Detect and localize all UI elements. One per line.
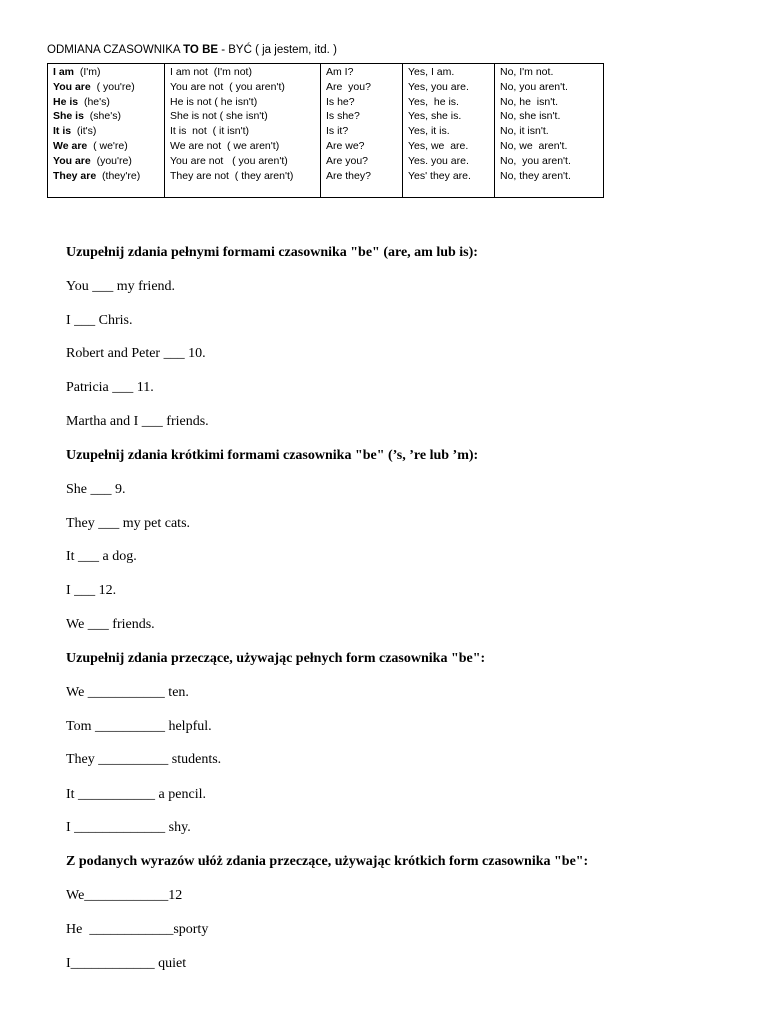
table-cell: Are we? xyxy=(326,139,365,152)
table-cell: It is not ( it isn't) xyxy=(170,125,250,138)
table-col-short-no xyxy=(495,64,604,198)
table-cell: Yes, we are. xyxy=(408,139,469,152)
exercise-item: Robert and Peter ___ 10. xyxy=(66,346,206,361)
table-cell: No, he isn't. xyxy=(500,95,559,108)
table-cell: Yes' they are. xyxy=(408,169,471,182)
exercise-item: I ___ 12. xyxy=(66,583,117,598)
exercise-item: She ___ 9. xyxy=(66,482,126,497)
table-cell: We are not ( we aren't) xyxy=(170,139,280,152)
conjugation-table xyxy=(47,63,604,198)
exercise-item: It ___________ a pencil. xyxy=(66,787,206,802)
exercise-item: He ____________sporty xyxy=(66,922,209,937)
table-cell: We are ( we're) xyxy=(53,139,128,152)
table-cell: No, they aren't. xyxy=(500,169,571,182)
table-cell: Yes, it is. xyxy=(408,125,450,138)
table-cell: You are not ( you aren't) xyxy=(170,80,285,93)
exercise-header: Uzupełnij zdania krótkimi formami czasownika "be" (’s, ’re lub ’m): xyxy=(66,448,479,463)
table-cell: Are you? xyxy=(326,154,369,167)
exercise-item: I ___ Chris. xyxy=(66,313,133,328)
exercise-item: I____________ quiet xyxy=(66,956,187,971)
exercise-header: Z podanych wyrazów ułóż zdania przeczące, używając krótkich form czasownika "be": xyxy=(66,854,589,869)
table-cell: Yes, I am. xyxy=(408,66,455,78)
table-cell: I am (I'm) xyxy=(53,66,101,78)
table-cell: Is it? xyxy=(326,125,349,138)
table-cell: Yes, you are. xyxy=(408,80,469,93)
table-col-affirmative xyxy=(48,64,165,198)
exercise-header: Uzupełnij zdania przeczące, używając pełnych form czasownika "be": xyxy=(66,651,486,666)
table-cell: They are (they're) xyxy=(53,169,141,182)
table-cell: Yes, she is. xyxy=(408,110,462,123)
table-cell: Yes. you are. xyxy=(408,154,469,167)
table-cell: Are you? xyxy=(326,80,371,93)
table-cell: I am not (I'm not) xyxy=(170,66,252,78)
table-cell: Yes, he is. xyxy=(408,95,459,108)
table-cell: No, you aren't. xyxy=(500,154,571,167)
exercise-item: Tom __________ helpful. xyxy=(66,719,212,734)
exercise-item: We ___________ ten. xyxy=(66,685,189,700)
table-cell: No, she isn't. xyxy=(500,110,561,123)
table-cell: She is not ( she isn't) xyxy=(170,110,268,123)
table-col-question xyxy=(321,64,403,198)
table-cell: No, you aren't. xyxy=(500,80,568,93)
exercise-item: We____________12 xyxy=(66,888,183,903)
table-cell: He is (he's) xyxy=(53,95,110,108)
exercise-item: We ___ friends. xyxy=(66,617,155,632)
table-col-short-yes xyxy=(403,64,495,198)
table-cell: He is not ( he isn't) xyxy=(170,95,258,108)
table-cell: They are not ( they aren't) xyxy=(170,169,294,182)
exercise-item: Patricia ___ 11. xyxy=(66,380,154,395)
page-title: ODMIANA CZASOWNIKA TO BE - BYĆ ( ja jestem, itd. ) xyxy=(47,44,337,56)
table-cell: No, we aren't. xyxy=(500,139,568,152)
table-cell: You are not ( you aren't) xyxy=(170,154,288,167)
exercise-item: It ___ a dog. xyxy=(66,549,137,564)
table-cell: It is (it's) xyxy=(53,125,97,138)
exercise-item: They __________ students. xyxy=(66,752,222,767)
table-cell: Am I? xyxy=(326,66,354,78)
table-cell: Are they? xyxy=(326,169,371,182)
table-cell: No, I'm not. xyxy=(500,66,554,78)
table-col-negative xyxy=(165,64,321,198)
table-cell: Is she? xyxy=(326,110,360,123)
table-cell: She is (she's) xyxy=(53,110,121,123)
exercise-item: They ___ my pet cats. xyxy=(66,516,191,531)
table-cell: You are (you're) xyxy=(53,154,132,167)
exercise-item: I _____________ shy. xyxy=(66,820,191,835)
exercise-item: You ___ my friend. xyxy=(66,279,176,294)
table-cell: Is he? xyxy=(326,95,355,108)
exercise-header: Uzupełnij zdania pełnymi formami czasownika "be" (are, am lub is): xyxy=(66,245,478,260)
exercise-item: Martha and I ___ friends. xyxy=(66,414,209,429)
table-cell: You are ( you're) xyxy=(53,80,135,93)
table-cell: No, it isn't. xyxy=(500,125,549,138)
